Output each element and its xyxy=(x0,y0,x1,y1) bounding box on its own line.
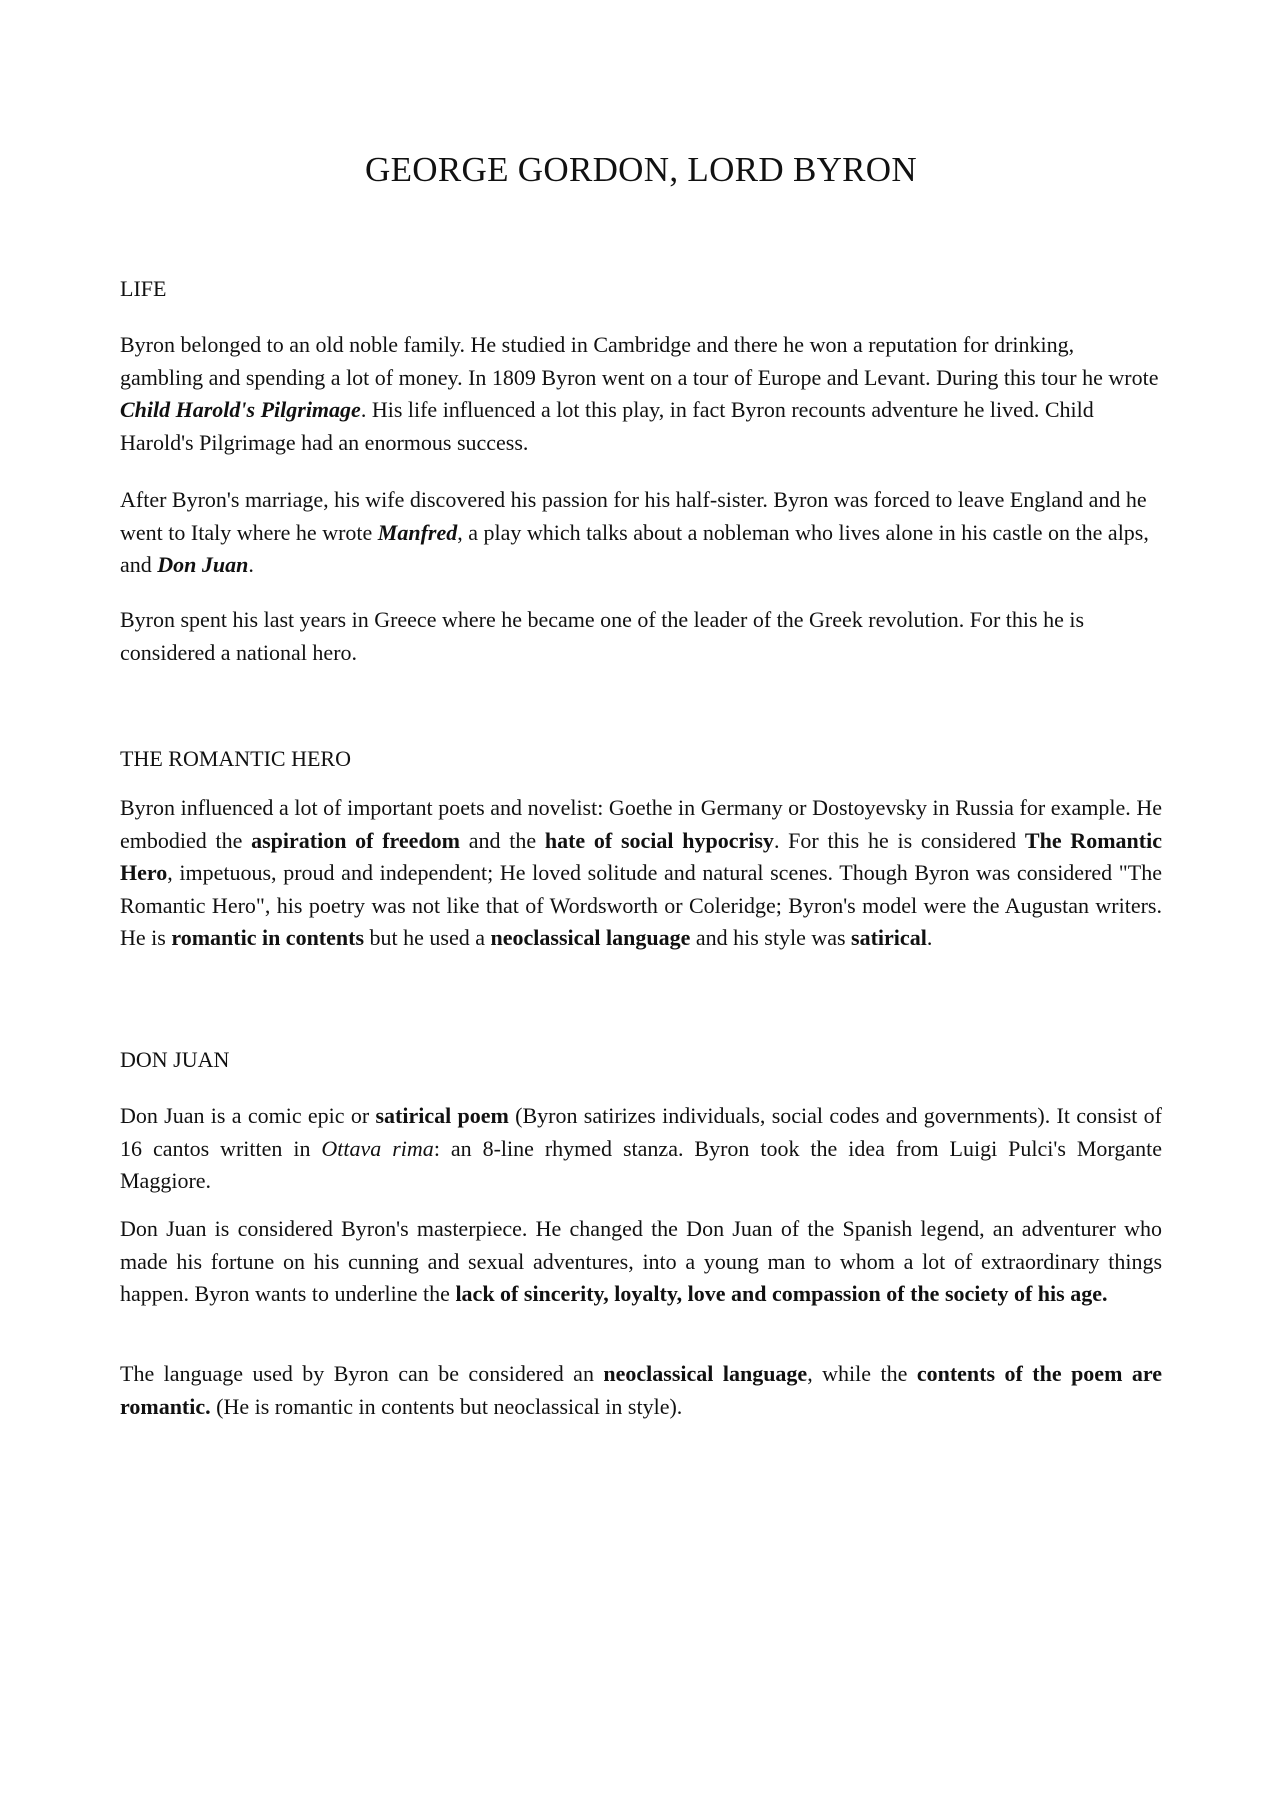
section-heading-don-juan: DON JUAN xyxy=(120,1047,230,1072)
romantic-hero-paragraph xyxy=(120,792,1162,955)
work-title-child-harold: Child Harold's Pilgrimage xyxy=(120,397,361,422)
italic-phrase: Ottava rima xyxy=(321,1135,434,1161)
bold-phrase: satirical poem xyxy=(375,1103,509,1128)
bold-phrase: The Romantic Hero xyxy=(120,827,1162,885)
text-run: Byron influenced a lot of important poets and novelist: Goethe in Germany or Dostoyevsky in Russia for example. He embodied the xyxy=(120,795,1162,853)
document-title: GEORGE GORDON, LORD BYRON xyxy=(365,150,917,189)
text-run: Byron belonged to an old noble family. He studied in Cambridge and there he won a reputation for drinking, gambling and spending a lot of money. In 1809 Byron went on a tour of Europe and Levant. During this tour he wrote xyxy=(120,332,1159,390)
bold-phrase: neoclassical language xyxy=(490,925,691,950)
don-juan-paragraph-3 xyxy=(120,1358,1162,1423)
life-paragraph-3: Byron spent his last years in Greece where he became one of the leader of the Greek revolution. For this he is considered a national hero. xyxy=(120,607,1085,665)
work-title-don-juan: Don Juan xyxy=(157,552,249,577)
bold-phrase: contents of the poem are romantic. xyxy=(120,1361,1162,1419)
text-run: (Byron satirizes individuals, social codes and governments). It consist of 16 cantos written in xyxy=(120,1103,1163,1161)
text-run: . xyxy=(248,552,254,577)
bold-phrase: lack of sincerity, loyalty, love and compassion of the society of his age. xyxy=(455,1281,1108,1306)
work-title-manfred: Manfred xyxy=(377,519,458,545)
text-run: The language used by Byron can be considered an xyxy=(120,1361,604,1386)
text-run: , while the xyxy=(807,1361,917,1386)
bold-phrase: hate of social hypocrisy xyxy=(544,827,774,853)
life-paragraph-2 xyxy=(120,484,1162,582)
text-run: , a play which talks about a nobleman who lives alone in his castle on the alps, and xyxy=(120,519,1149,577)
life-paragraph-1 xyxy=(120,329,1162,459)
text-run: , impetuous, proud and independent; He loved solitude and natural scenes. Though Byron was considered "The Romantic Hero", his poetry was not like that of Wordsworth or Coleridge; Byron's model were the Augustan writers. He is xyxy=(120,860,1162,950)
text-run: After Byron's marriage, his wife discovered his passion for his half-sister. Byron was forced to leave England and he went to Italy where he wrote xyxy=(120,487,1147,545)
text-run: (He is romantic in contents but neoclassical in style). xyxy=(210,1393,683,1419)
bold-phrase: satirical xyxy=(851,925,927,950)
bold-phrase: romantic in contents xyxy=(171,925,365,950)
don-juan-paragraph-2 xyxy=(120,1213,1162,1311)
text-run: . xyxy=(926,925,933,950)
text-run: and his style was xyxy=(690,925,852,950)
section-heading-life: LIFE xyxy=(120,276,167,301)
text-run: and the xyxy=(460,827,545,853)
text-run: Don Juan is a comic epic or xyxy=(120,1103,376,1128)
section-heading-romantic-hero: THE ROMANTIC HERO xyxy=(120,746,351,771)
text-run: but he used a xyxy=(364,925,491,950)
text-run: : an 8-line rhymed stanza. Byron took the idea from Luigi Pulci's Morgante Maggiore. xyxy=(120,1135,1162,1193)
bold-phrase: neoclassical language xyxy=(603,1361,808,1386)
text-run: . His life influenced a lot this play, in fact Byron recounts adventure he lived. Child Harold's Pilgrimage had an enormous success. xyxy=(120,397,1094,455)
text-run: Don Juan is considered Byron's masterpiece. He changed the Don Juan of the Spanish legend, an adventurer who made his fortune on his cunning and sexual adventures, into a young man to whom a lot of extraordinary things happen. Byron wants to underline the xyxy=(120,1216,1162,1306)
don-juan-paragraph-1 xyxy=(120,1100,1162,1198)
text-run: . For this he is considered xyxy=(773,827,1025,853)
bold-phrase: aspiration of freedom xyxy=(251,827,461,853)
